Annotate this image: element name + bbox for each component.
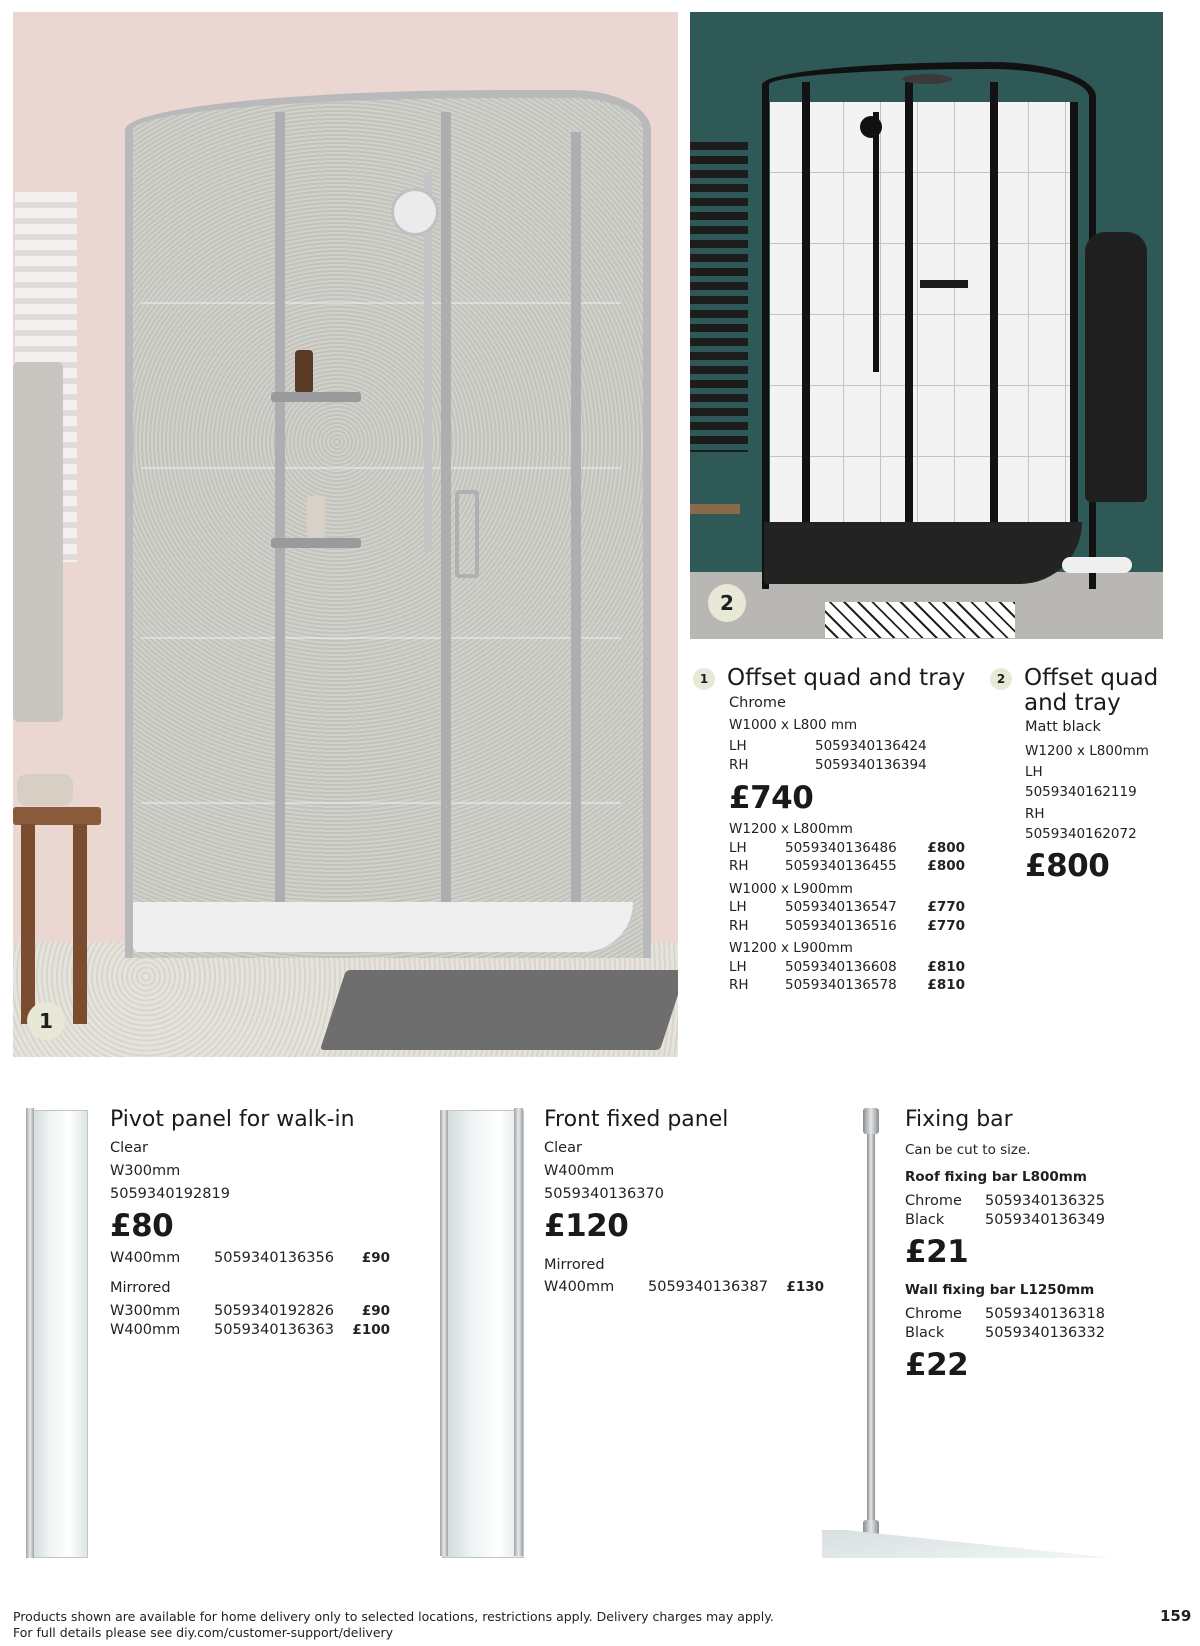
towel bbox=[13, 362, 63, 722]
front-panel-image bbox=[442, 1110, 524, 1558]
product-code: 5059340162072 bbox=[1025, 826, 1137, 842]
side-label: LH bbox=[729, 958, 747, 975]
table-row bbox=[729, 958, 965, 977]
roof-bar-label: Roof fixing bar L800mm bbox=[905, 1169, 1087, 1185]
panel-hinge bbox=[26, 1108, 34, 1558]
shower-head bbox=[860, 116, 882, 138]
product-code: 5059340136608 bbox=[785, 958, 897, 975]
product-code: 5059340136486 bbox=[785, 839, 897, 856]
variant-price: £810 bbox=[927, 977, 965, 993]
variant-price: £810 bbox=[927, 958, 965, 975]
bottle bbox=[295, 350, 313, 392]
product-finish: Clear bbox=[544, 1140, 582, 1156]
side-label: RH bbox=[1025, 806, 1045, 822]
product-finish: Clear bbox=[110, 1140, 148, 1156]
fixing-bar-image bbox=[867, 1110, 875, 1558]
table-row bbox=[110, 1321, 390, 1340]
variant-price: £90 bbox=[361, 1303, 390, 1319]
product-title: Front fixed panel bbox=[544, 1107, 729, 1132]
door-frame bbox=[571, 132, 581, 922]
variant-price: £770 bbox=[927, 899, 965, 915]
product-price: £120 bbox=[544, 1208, 629, 1244]
product-price: £80 bbox=[110, 1208, 174, 1244]
variant-size: W300mm bbox=[110, 1303, 181, 1319]
side-label: LH bbox=[729, 899, 747, 915]
product-code: 5059340136318 bbox=[985, 1306, 1105, 1322]
product-price: £800 bbox=[1025, 848, 1110, 884]
product-note: Can be cut to size. bbox=[905, 1142, 1031, 1158]
variant-size: W1200 x L800mm bbox=[729, 821, 853, 837]
table-row bbox=[729, 976, 965, 995]
stool-leg bbox=[21, 824, 35, 1024]
side-label: LH bbox=[729, 738, 747, 754]
shower-enclosure bbox=[762, 62, 1096, 589]
variant-price: £770 bbox=[927, 917, 965, 934]
table-row bbox=[110, 1302, 390, 1321]
shower-head bbox=[391, 188, 439, 236]
product-photo-black-quad bbox=[690, 12, 1163, 639]
shower-shelf bbox=[271, 538, 361, 548]
product-title: Offset quad bbox=[1024, 665, 1159, 691]
product-size: W300mm bbox=[110, 1163, 181, 1179]
door-frame bbox=[802, 82, 810, 582]
product-code: 5059340136387 bbox=[648, 1279, 768, 1295]
door-frame bbox=[441, 112, 451, 932]
roof-bar-price: £21 bbox=[905, 1234, 969, 1270]
variant-size: W400mm bbox=[110, 1250, 181, 1266]
product-title: Offset quad and tray bbox=[727, 665, 966, 691]
wall-bar-price: £22 bbox=[905, 1347, 969, 1383]
product-title: Fixing bar bbox=[905, 1107, 1013, 1132]
product-code: 5059340136363 bbox=[214, 1321, 334, 1338]
variant-price: £800 bbox=[927, 839, 965, 856]
panel-edge bbox=[514, 1108, 523, 1556]
table-row bbox=[729, 898, 965, 917]
wall-bar-table bbox=[905, 1305, 1105, 1342]
product-code: 5059340162119 bbox=[1025, 784, 1137, 800]
side-label: RH bbox=[729, 858, 749, 874]
shower-shelf bbox=[271, 392, 361, 402]
ceiling-shower-head bbox=[902, 74, 952, 84]
bathrobe bbox=[1085, 232, 1147, 502]
variant-table bbox=[544, 1278, 824, 1297]
product-badge-1: 1 bbox=[693, 668, 715, 690]
product-code: 5059340136547 bbox=[785, 899, 897, 915]
finish-label: Chrome bbox=[905, 1193, 962, 1209]
product-finish: Chrome bbox=[729, 695, 786, 711]
variant-table bbox=[729, 839, 965, 876]
product-code: 5059340192819 bbox=[110, 1186, 230, 1202]
product-title-line2: and tray bbox=[1024, 690, 1121, 716]
variant-size: W1000 x L900mm bbox=[729, 880, 853, 897]
variant-size: W400mm bbox=[110, 1321, 181, 1338]
table-row bbox=[905, 1211, 1105, 1230]
product-code: 5059340136370 bbox=[544, 1186, 664, 1202]
table-row bbox=[729, 737, 927, 756]
table-row bbox=[729, 917, 965, 936]
footer-line: For full details please see diy.com/customer-support/delivery bbox=[13, 1625, 394, 1640]
product-size: W1200 x L800mm bbox=[1025, 743, 1149, 759]
pivot-panel-image bbox=[28, 1110, 88, 1558]
stool-leg bbox=[73, 824, 87, 1024]
glass-panel-edge bbox=[822, 1530, 1112, 1558]
tile-line bbox=[141, 467, 621, 469]
tile-line bbox=[141, 637, 621, 639]
product-badge-2: 2 bbox=[990, 668, 1012, 690]
variant-table bbox=[729, 958, 965, 995]
variant-price: £800 bbox=[927, 858, 965, 874]
product-size: W1000 x L800 mm bbox=[729, 717, 858, 733]
variant-price: £130 bbox=[786, 1279, 824, 1295]
product-code: 5059340136356 bbox=[214, 1250, 334, 1266]
finish-label: Black bbox=[905, 1211, 945, 1228]
bath-mat bbox=[320, 970, 678, 1050]
folded-towels bbox=[17, 774, 73, 806]
mirrored-label: Mirrored bbox=[110, 1280, 171, 1296]
fixing-bar-bracket bbox=[863, 1108, 879, 1134]
side-label: RH bbox=[729, 977, 749, 993]
door-frame bbox=[275, 112, 285, 932]
bath-mat bbox=[825, 602, 1015, 638]
product-code: 5059340136455 bbox=[785, 858, 897, 874]
variant-table bbox=[729, 898, 965, 935]
product-price: £740 bbox=[729, 780, 814, 816]
page-number: 159 bbox=[1160, 1607, 1192, 1625]
variant-price: £100 bbox=[352, 1321, 390, 1338]
shower-shelf bbox=[920, 280, 968, 288]
photo-badge-1: 1 bbox=[27, 1002, 65, 1040]
variant-list bbox=[729, 820, 969, 995]
photo-badge-2: 2 bbox=[708, 584, 746, 622]
product-code: 5059340136394 bbox=[815, 756, 927, 773]
product-finish: Matt black bbox=[1025, 719, 1101, 735]
product-code: 5059340136325 bbox=[985, 1193, 1105, 1209]
door-frame bbox=[1070, 102, 1078, 532]
product-code: 5059340136332 bbox=[985, 1324, 1105, 1341]
table-row bbox=[729, 857, 965, 876]
shower-tray bbox=[764, 522, 1082, 584]
finish-label: Chrome bbox=[905, 1306, 962, 1322]
variant-size: W1200 x L900mm bbox=[729, 940, 853, 956]
product-code: 5059340192826 bbox=[214, 1303, 334, 1319]
table-row bbox=[905, 1192, 1105, 1211]
tile-line bbox=[141, 302, 621, 304]
table-row bbox=[905, 1305, 1105, 1324]
table-row bbox=[544, 1278, 824, 1297]
product-codes-table bbox=[729, 737, 927, 774]
bottle bbox=[307, 496, 325, 538]
variant-size: W400mm bbox=[544, 1279, 615, 1295]
footer-note bbox=[13, 1609, 774, 1641]
side-label: RH bbox=[729, 917, 749, 934]
table-row bbox=[110, 1249, 390, 1268]
slippers bbox=[1062, 557, 1132, 573]
side-label: RH bbox=[729, 756, 749, 773]
side-label: LH bbox=[729, 839, 747, 856]
shower-riser bbox=[873, 112, 879, 372]
product-size: W400mm bbox=[544, 1163, 615, 1179]
product-title: Pivot panel for walk-in bbox=[110, 1107, 355, 1132]
finish-label: Black bbox=[905, 1324, 945, 1341]
door-frame bbox=[905, 82, 913, 582]
wall-bar-label: Wall fixing bar L1250mm bbox=[905, 1282, 1095, 1298]
mirrored-label: Mirrored bbox=[544, 1257, 605, 1273]
shower-tray bbox=[133, 902, 633, 952]
variant-table bbox=[110, 1302, 390, 1339]
footer-line: Products shown are available for home delivery only to selected locations, restrictions apply. Delivery charges may apply. bbox=[13, 1609, 774, 1624]
stool bbox=[690, 504, 740, 514]
table-row bbox=[729, 756, 927, 775]
variant-table bbox=[110, 1249, 390, 1268]
product-code: 5059340136424 bbox=[815, 738, 927, 754]
product-photo-chrome-quad bbox=[13, 12, 678, 1057]
tile-line bbox=[141, 802, 621, 804]
door-frame bbox=[990, 82, 998, 582]
panel-edge bbox=[440, 1110, 448, 1556]
towel-rail bbox=[690, 142, 748, 452]
table-row bbox=[905, 1324, 1105, 1343]
variant-price: £90 bbox=[361, 1250, 390, 1266]
table-row bbox=[729, 839, 965, 858]
product-code: 5059340136516 bbox=[785, 917, 897, 934]
roof-bar-table bbox=[905, 1192, 1105, 1229]
door-handle bbox=[455, 490, 479, 578]
product-code: 5059340136349 bbox=[985, 1211, 1105, 1228]
side-label: LH bbox=[1025, 764, 1043, 780]
product-code: 5059340136578 bbox=[785, 977, 897, 993]
stool-seat bbox=[13, 807, 101, 825]
